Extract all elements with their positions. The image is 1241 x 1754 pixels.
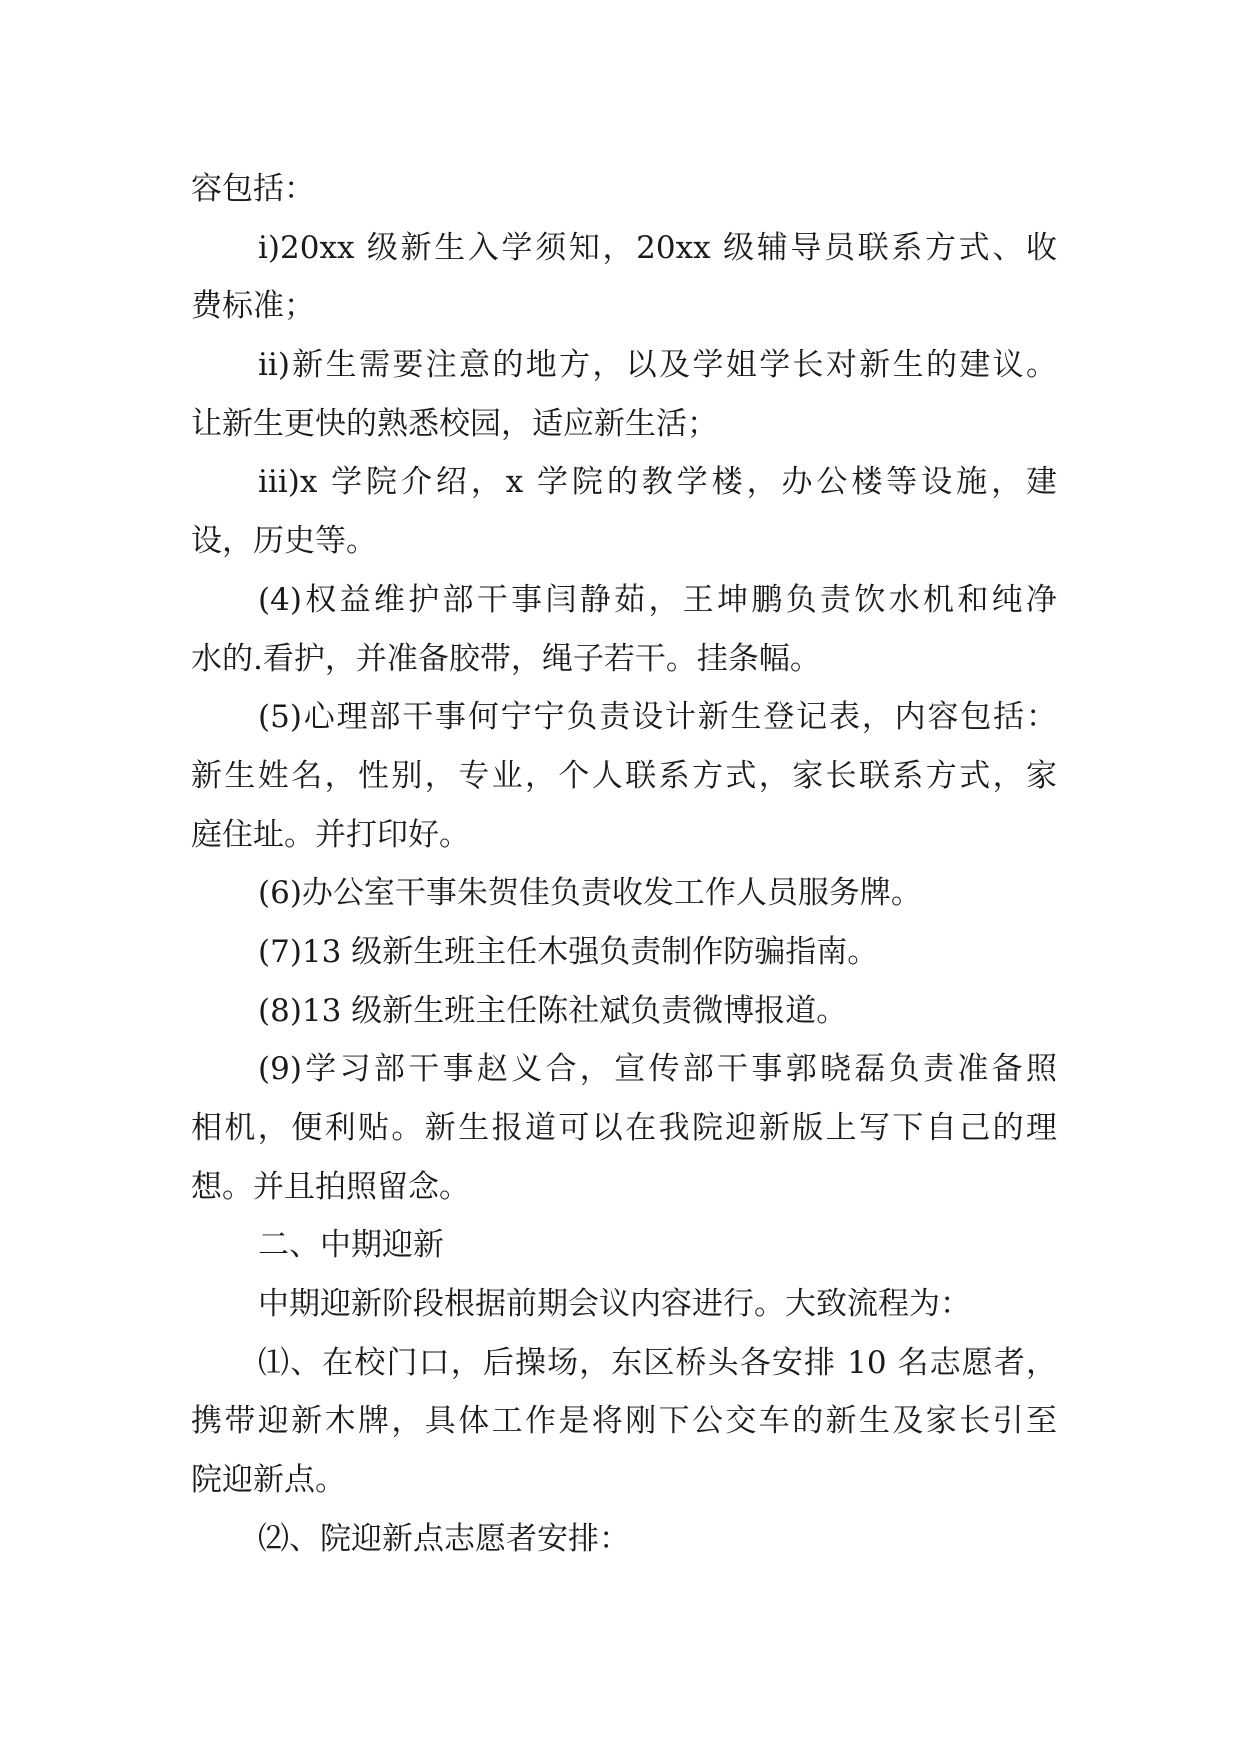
text-line: 水的.看护，并准备胶带，绳子若干。挂条幅。 (191, 640, 821, 677)
text-line: (9)学习部干事赵义合，宣传部干事郭晓磊负责准备照 (258, 1051, 1057, 1088)
text-line: 院迎新点。 (191, 1462, 346, 1499)
text-line: 携带迎新木牌，具体工作是将刚下公交车的新生及家长引至 (191, 1403, 1057, 1440)
text-line: i)20xx 级新生入学须知，20xx 级辅导员联系方式、收 (258, 229, 1057, 266)
paragraph (191, 160, 1057, 219)
text-line: 中期迎新阶段根据前期会议内容进行。大致流程为： (258, 1286, 971, 1323)
text-line: 新生姓名，性别，专业，个人联系方式，家长联系方式，家 (191, 757, 1057, 794)
paragraph (191, 923, 1057, 982)
text-line: 让新生更快的熟悉校园，适应新生活； (191, 405, 718, 442)
paragraph (191, 1040, 1057, 1216)
text-line: 二、中期迎新 (258, 1227, 444, 1264)
text-line: 相机，便利贴。新生报道可以在我院迎新版上写下自己的理 (191, 1110, 1057, 1146)
paragraph (191, 864, 1057, 923)
text-line: iii)x 学院介绍，x 学院的教学楼，办公楼等设施，建 (258, 464, 1057, 501)
paragraph (191, 453, 1057, 570)
text-line: 费标准； (191, 288, 315, 325)
document-body (191, 160, 1057, 1569)
paragraph (191, 688, 1057, 864)
text-line: 设，历史等。 (191, 523, 377, 560)
paragraph (191, 1275, 1057, 1334)
text-line: ⑵、院迎新点志愿者安排： (258, 1520, 630, 1557)
paragraph (191, 219, 1057, 336)
text-line: ⑴、在校门口，后操场，东区桥头各安排 10 名志愿者， (258, 1344, 1057, 1381)
text-line: ii)新生需要注意的地方，以及学姐学长对新生的建议。 (258, 347, 1057, 384)
paragraph (191, 1334, 1057, 1510)
text-line: (4)权益维护部干事闫静茹，王坤鹏负责饮水机和纯净 (258, 581, 1057, 618)
paragraph (191, 571, 1057, 688)
text-line: 想。并且拍照留念。 (191, 1168, 470, 1205)
text-line: (7)13 级新生班主任木强负责制作防骗指南。 (258, 933, 879, 970)
paragraph (191, 336, 1057, 453)
section-heading (191, 1216, 1057, 1275)
text-line: 庭住址。并打印好。 (191, 816, 470, 853)
text-line: (6)办公室干事朱贺佳负责收发工作人员服务牌。 (258, 875, 922, 912)
paragraph (191, 1510, 1057, 1569)
text-line: 容包括： (191, 171, 315, 207)
paragraph (191, 982, 1057, 1041)
text-line: (5)心理部干事何宁宁负责设计新生登记表，内容包括： (258, 699, 1057, 736)
text-line: (8)13 级新生班主任陈社斌负责微博报道。 (258, 992, 848, 1029)
